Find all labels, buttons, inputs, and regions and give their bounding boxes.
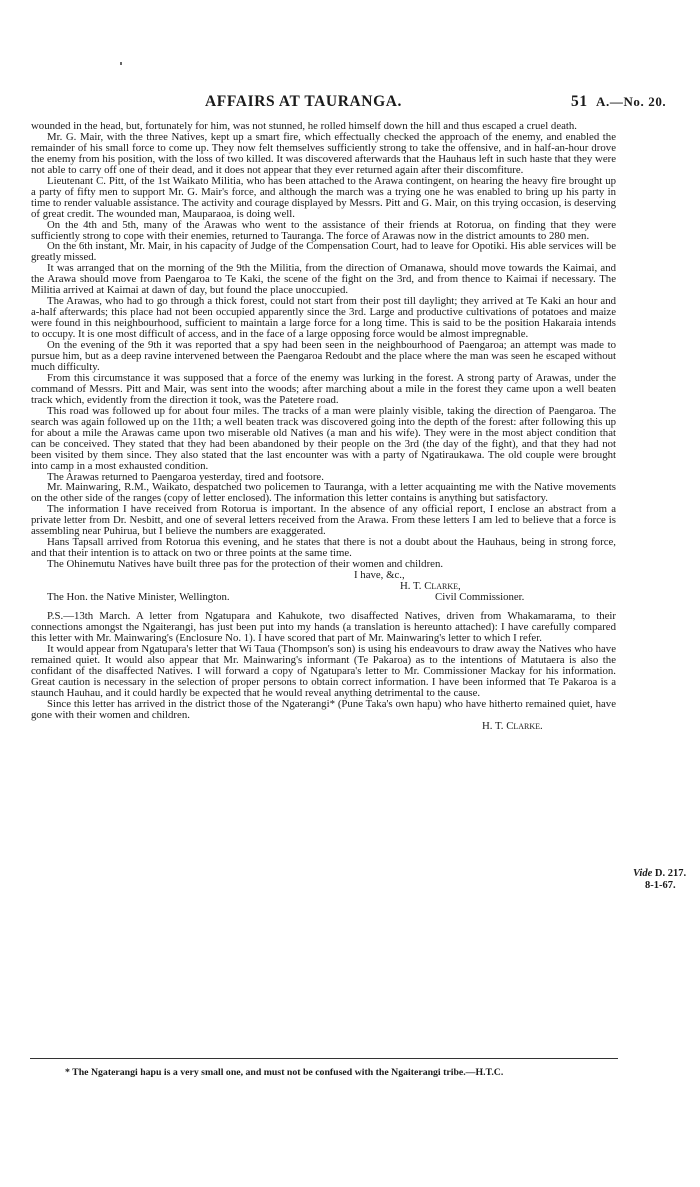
paragraph: On the 4th and 5th, many of the Arawas who went to the assistance of their friends at Rotorua, on finding that they were sufficiently strong to cope with their enemies, returned to Tauranga. The force of Arawas now in the district amounts to 280 men. [31, 218, 616, 242]
paragraph: wounded in the head, but, fortunately for him, was not stunned, he rolled himself down the hill and thus escaped a cruel death. [31, 120, 578, 132]
paragraph: The Arawas returned to Paengaroa yesterday, tired and footsore. [47, 470, 324, 483]
page-number: 51 [571, 93, 588, 110]
paragraph: It was arranged that on the morning of the 9th the Militia, from the direction of Omanawa, should move towards the Kaimai, and the Arawa should move from Paengaroa to Te Kaki, the scene of the fight on the 3rd, and from thence to Kaimai if necessary. The Militia arrived at Kaimai at dawn of day, but found the place unoccupied. [31, 262, 616, 297]
margin-note-ref: D. 217. [654, 868, 687, 879]
letter-body [31, 121, 616, 733]
signature-closing: I have, &c., [354, 569, 405, 582]
footnote: * The Ngaterangi hapu is a very small one, and must not be confused with the Ngaiterangi tribe.—H.T.C. [65, 1067, 504, 1078]
paragraph: Lieutenant C. Pitt, of the 1st Waikato Militia, who has been attached to the Arawa contingent, on hearing the heavy fire brought up a party of fifty men to support Mr. G. Mair's force, and although the march was a trying one he was enabled to bring up his party in time to render valuable assistance. The activity and courage displayed by Messrs. Pitt and G. Mair, on this trying occasion, is deserving of great credit. The wounded man, Mauparaoa, is doing well. [31, 174, 616, 220]
paragraph: Hans Tapsall arrived from Rotorua this evening, and he states that there is not a doubt about the Hauhaus, being in strong force, and that their intention is to attack on two or three points at the same time. [31, 536, 616, 560]
margin-note-date: 8-1-67. [645, 880, 676, 891]
postscript-paragraph: It would appear from Ngatupara's letter that Wi Taua (Thompson's son) is using his endeavours to draw away the Natives who have remained quiet. It would also appear that Mr. Mainwaring's informant (Te Pakaroa) as to the intentions of Matutaera is also the confidant of the disaffected Natives. I will forward a copy of Ngatupara's letter to Mr. Commissioner Mackay for his information. Great caution is necessary in the selection of proper persons to obtain correct information. I have been informed that Te Pakaroa is a staunch Hauhau, and it could hardly be expected that he would reveal anything detrimental to the cause. [31, 642, 616, 699]
paragraph: Mr. Mainwaring, R.M., Waikato, despatched two policemen to Tauranga, with a letter acquainting me with the Native movements on the other side of the ranges (copy of letter enclosed). The information this letter contains is anything but satisfactory. [31, 481, 616, 505]
page-title: AFFAIRS AT TAURANGA. [205, 93, 403, 110]
postscript-signature: H. T. Clarke. [482, 719, 543, 732]
margin-note [633, 868, 697, 892]
postscript-paragraph: P.S.—13th March. A letter from Ngatupara and Kahukote, two disaffected Natives, driven from Whakamarama, to their connections amongst the Ngaiterangi, has just been put into my hands (a translation is hereunto attached): I have carefully compared this letter with Mr. Mainwaring's (Enclosure No. 1). I have scored that part of Mr. Mainwaring's letter to which I refer. [31, 610, 616, 644]
paragraph: On the 6th instant, Mr. Mair, in his capacity of Judge of the Compensation Court, had to leave for Opotiki. His able services will be greatly missed. [31, 240, 616, 264]
signature-addressee: The Hon. the Native Minister, Wellington. [47, 591, 230, 604]
document-reference: A.—No. 20. [596, 94, 667, 109]
paragraph: The Arawas, who had to go through a thick forest, could not start from their post till daylight; they arrived at Te Kaki an hour and a-half afterwards; this place had not been occupied apparently since the 3rd. Large and productive cultivations of potatoes and maize were found in this neighbourhood, sufficient to maintain a large force for a long time. This is said to be the position Hakaraia intends to occupy. It is one most difficult of access, and in the face of a large opposing force would be almost impregnable. [31, 295, 616, 341]
postscript-signature-block [31, 721, 616, 733]
signature-name: H. T. Clarke, [400, 580, 461, 593]
paragraph: From this circumstance it was supposed that a force of the enemy was lurking in the forest. A strong party of Arawas, under the command of Messrs. Pitt and Mair, was sent into the woods; after marching about a mile in the forest they came upon a well beaten track which, evidently from the direction it took, was the Patetere road. [31, 371, 616, 406]
margin-note-vide: Vide [633, 868, 653, 879]
paragraph: This road was followed up for about four miles. The tracks of a man were plainly visible, taking the direction of Paengaroa. The search was again followed up on the 11th; a well beaten track was discovered going into the depth of the forest: after following this up for about a mile the Arawas came upon two miserable old Natives (a man and his wife). They were in the most abject condition that can be conceived. They stated that they had been abandoned by their people on the 3rd (the day of the fight), and that they had not been visited by them since. They also stated that the last encounter was with a party of Ngatiraukawa. The old couple were brought into camp in a most exhausted condition. [31, 404, 616, 472]
paragraph: On the evening of the 9th it was reported that a spy had been seen in the neighbourhood of Paengaroa; an attempt was made to pursue him, but as a deep ravine intervened between the Paengaroa Redoubt and the place where the man was seen he escaped without much difficulty. [31, 339, 616, 373]
running-header [0, 93, 700, 111]
footnote-rule [30, 1058, 618, 1059]
print-speck [120, 62, 122, 65]
paragraph: The information I have received from Rotorua is important. In the absence of any official report, I enclose an abstract from a private letter from Dr. Nesbitt, and one of several letters received from the Arawa. From these letters I am led to believe that a force is assembling near Puhirua, but I believe the numbers are exaggerated. [31, 503, 616, 538]
signature-block [31, 570, 616, 603]
signature-title: Civil Commissioner. [435, 591, 525, 604]
paragraph: The Ohinemutu Natives have built three pas for the protection of their women and children. [47, 558, 444, 571]
paragraph: Mr. G. Mair, with the three Natives, kept up a smart fire, which effectually checked the approach of the enemy, and enabled the remainder of his small force to come up. They now felt themselves sufficiently strong to take the offensive, and in half-an-hour drove the enemy from his position, with the loss of two killed. It was discovered afterwards that the Hauhaus left in such haste that they were not able to carry off one of their dead, and it does not appear that they ever returned again after their discomfiture. [31, 130, 616, 176]
postscript-paragraph: Since this letter has arrived in the district those of the Ngaterangi* (Pune Taka's own hapu) who have hitherto remained quiet, have gone with their women and children. [31, 697, 616, 721]
